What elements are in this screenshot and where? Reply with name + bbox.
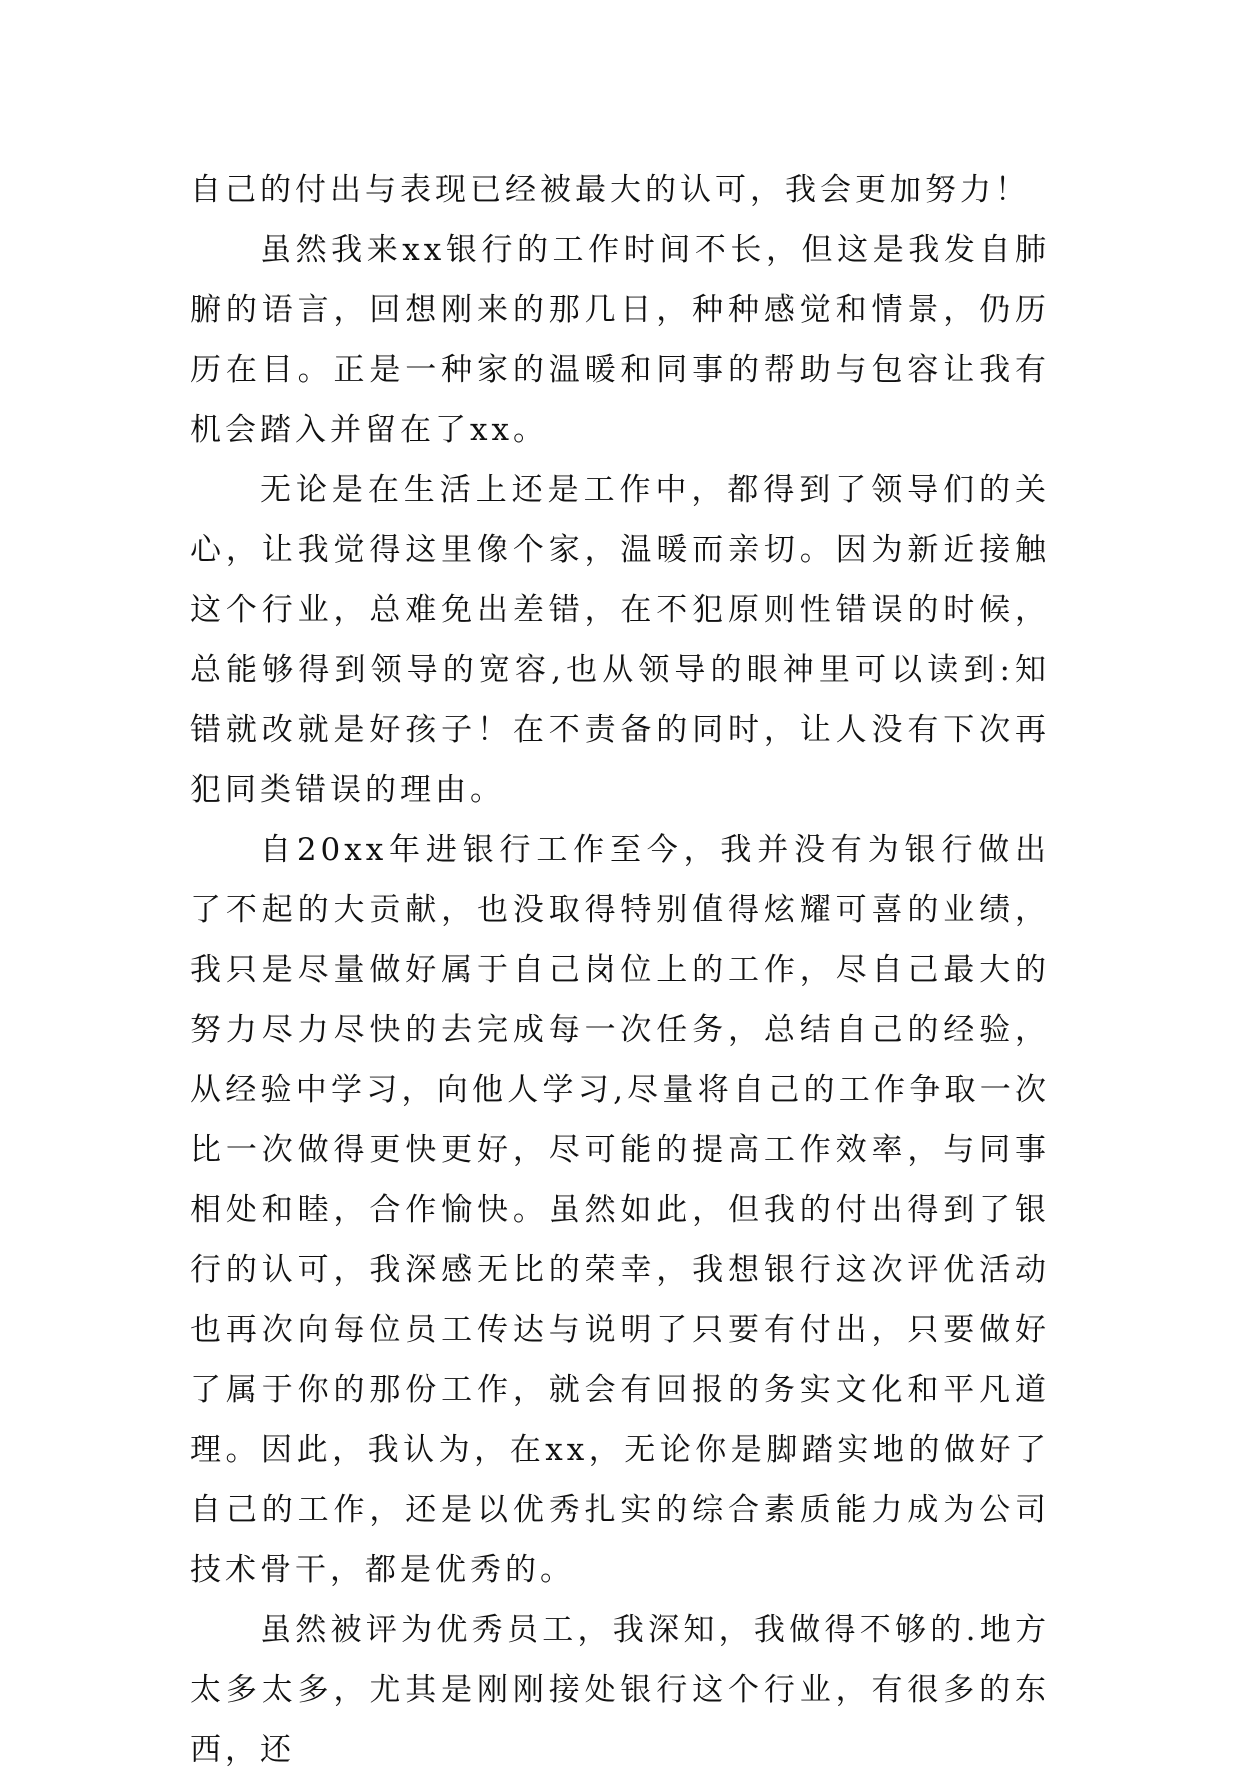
paragraph: 虽然被评为优秀员工，我深知，我做得不够的.地方太多太多，尤其是刚刚接处银行这个行业，有很多的东西，还: [190, 1612, 1050, 1768]
paragraph: 自20xx年进银行工作至今，我并没有为银行做出了不起的大贡献，也没取得特别值得炫耀可喜的业绩，我只是尽量做好属于自己岗位上的工作，尽自己最大的努力尽力尽快的去完成每一次任务，总结自己的经验，从经验中学习，向他人学习,尽量将自己的工作争取一次比一次做得更快更好，尽可能的提高工作效率，与同事相处和睦，合作愉快。虽然如此，但我的付出得到了银行的认可，我深感无比的荣幸，我想银行这次评优活动也再次向每位员工传达与说明了只要有付出，只要做好了属于你的那份工作，就会有回报的务实文化和平凡道理。因此，我认为，在xx，无论你是脚踏实地的做好了自己的工作，还是以优秀扎实的综合素质能力成为公司技术骨干，都是优秀的。: [190, 832, 1050, 1588]
paragraph-continuation: 自己的付出与表现已经被最大的认可，我会更加努力！: [190, 172, 1030, 208]
paragraph: 虽然我来xx银行的工作时间不长，但这是我发自肺腑的语言，回想刚来的那几日，种种感觉和情景，仍历历在目。正是一种家的温暖和同事的帮助与包容让我有机会踏入并留在了xx。: [190, 232, 1050, 448]
paragraph: 无论是在生活上还是工作中，都得到了领导们的关心，让我觉得这里像个家，温暖而亲切。因为新近接触这个行业，总难免出差错，在不犯原则性错误的时候，总能够得到领导的宽容,也从领导的眼神里可以读到:知错就改就是好孩子！在不责备的同时，让人没有下次再犯同类错误的理由。: [190, 472, 1050, 808]
document-body: [190, 160, 1050, 1780]
